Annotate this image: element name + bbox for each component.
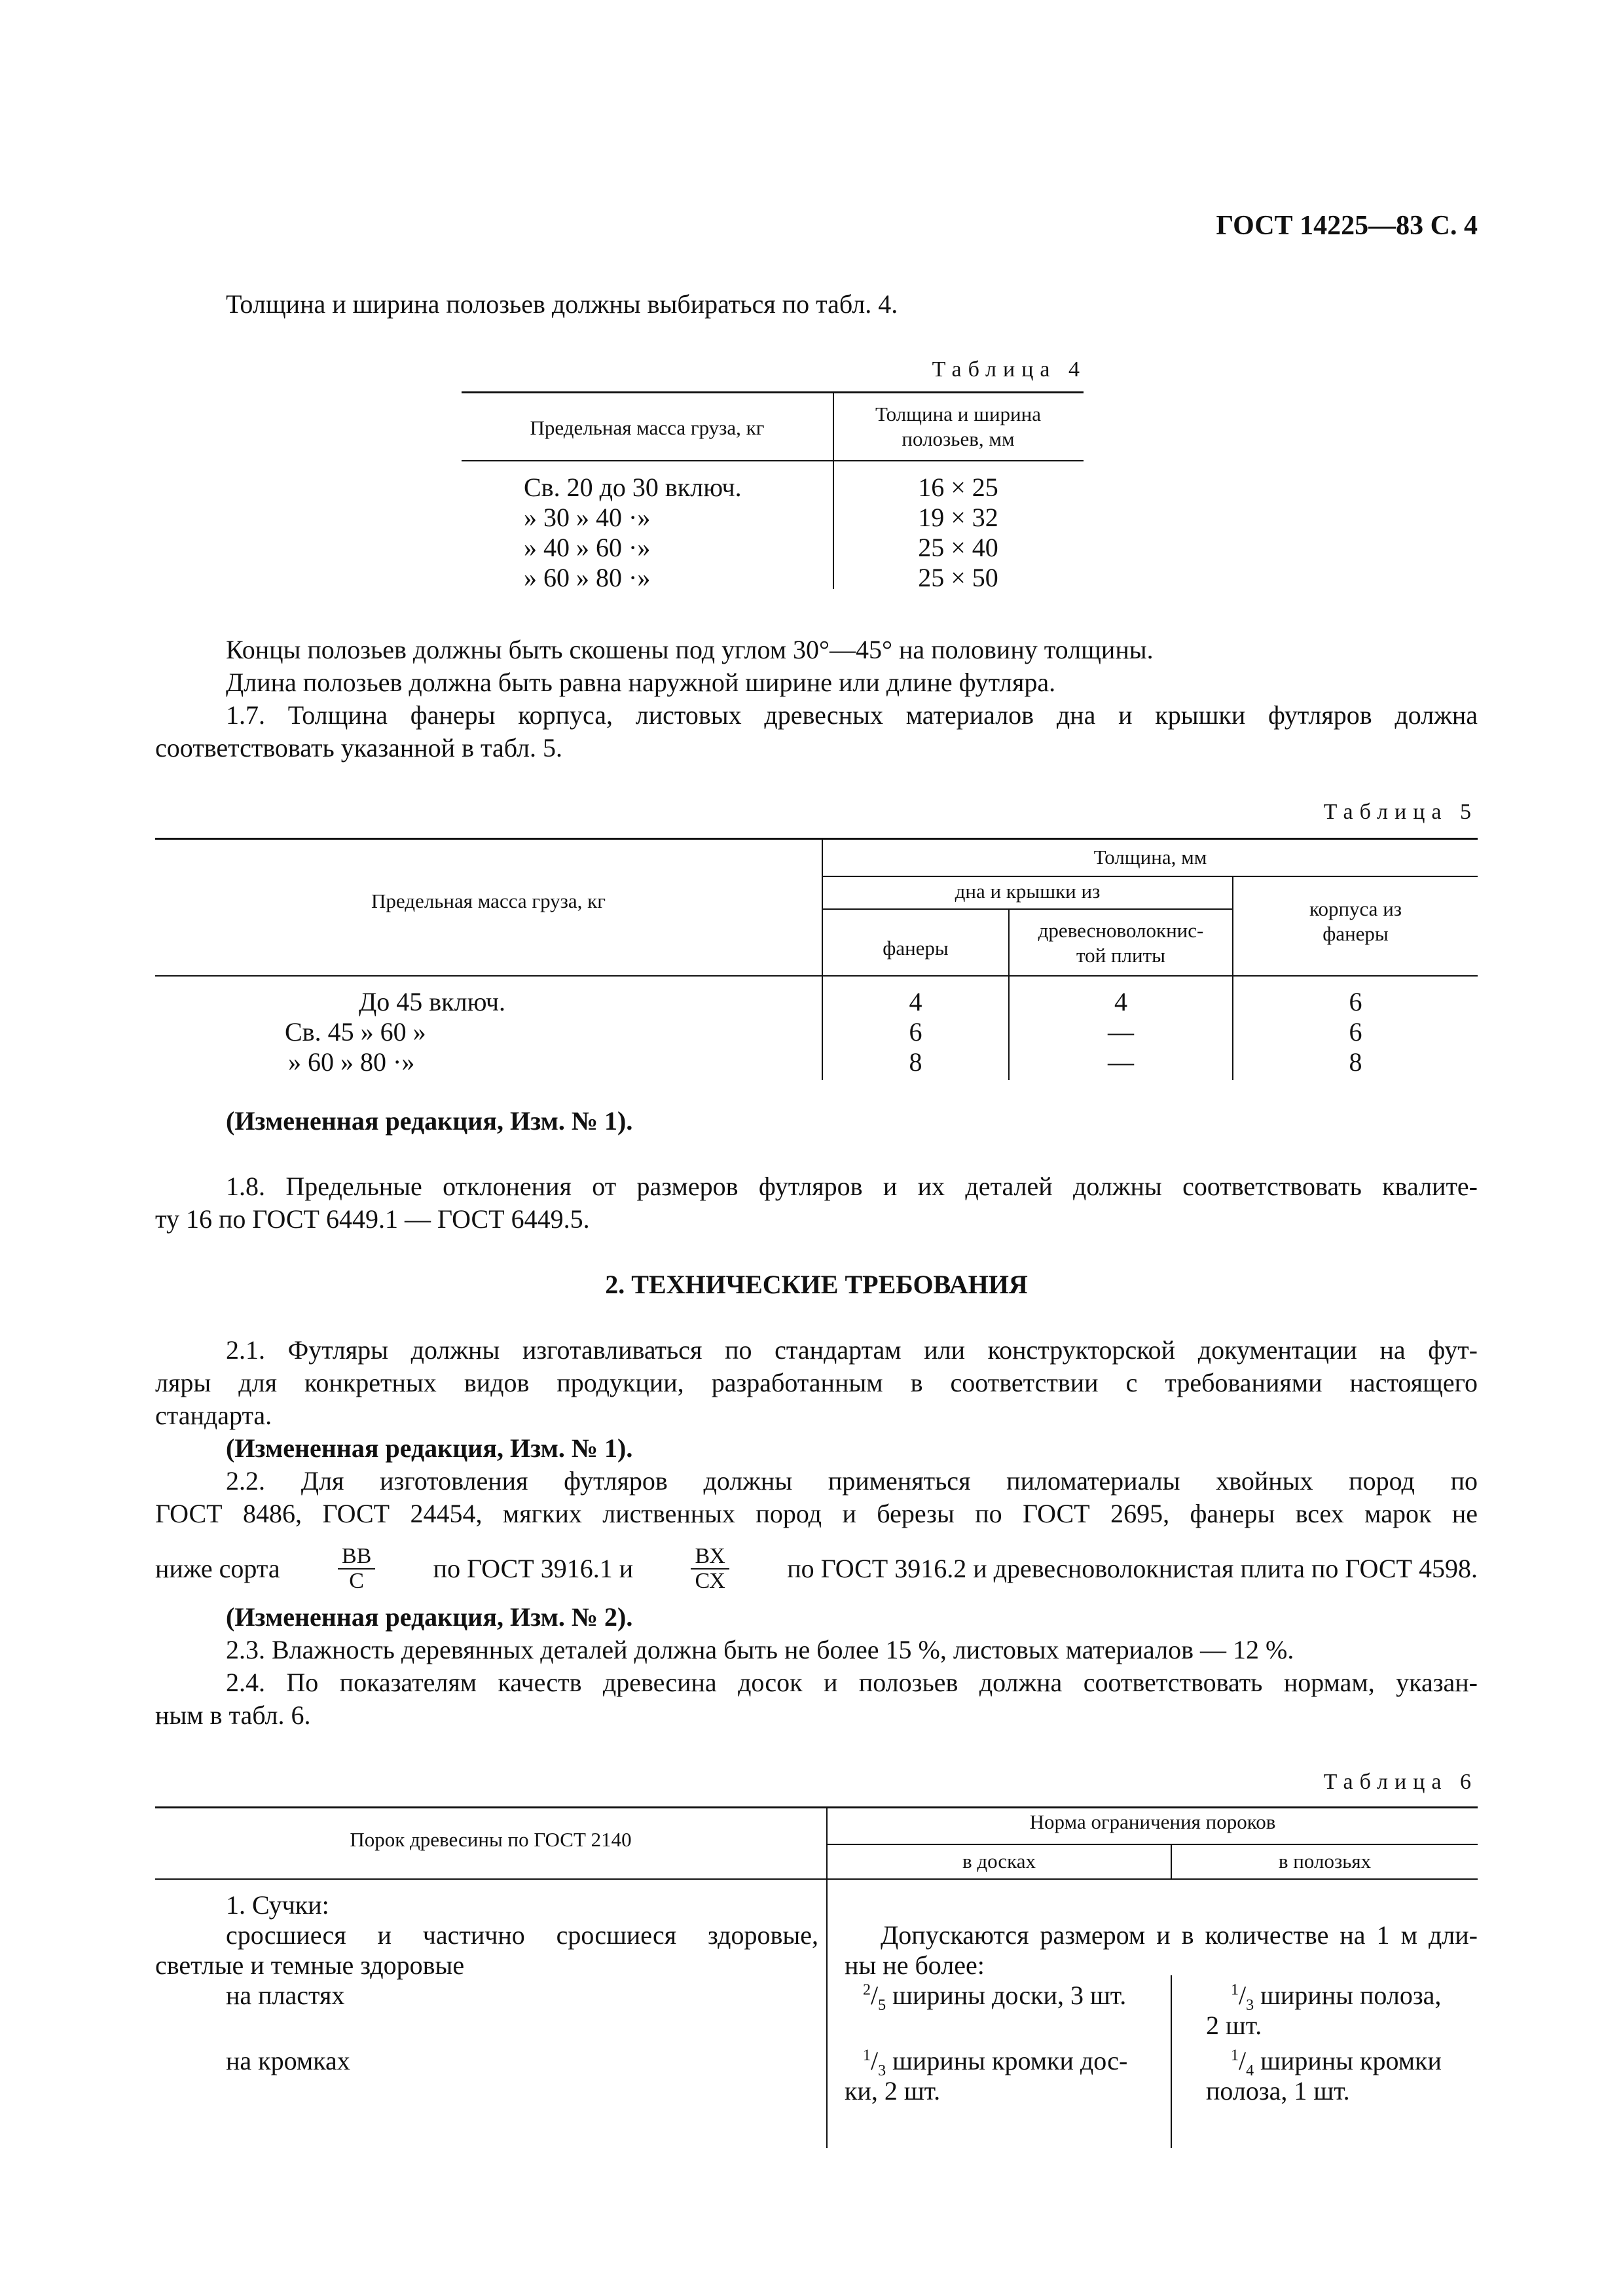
- table4-header-size-line2: полозьев, мм: [902, 427, 1015, 450]
- fraction-denominator: 5: [878, 1997, 886, 2014]
- table5-row-mass: До 45 включ.: [359, 987, 506, 1016]
- table6-faces-runners-text: ширины полоза,: [1260, 1981, 1442, 2010]
- fraction-denominator: 3: [1246, 1997, 1254, 2014]
- table6-faces-boards-text: ширины доски, 3 шт.: [892, 1981, 1127, 2010]
- table5-row-plywood: 6: [909, 1017, 922, 1047]
- table6-edges-boards-line2: ки, 2 шт.: [845, 2076, 941, 2106]
- paragraph-2-1-line1: 2.1. Футляры должны изготавливаться по стандартам или конструкторской документации на фут-: [226, 1335, 1478, 1365]
- table5-row-body: 6: [1349, 1017, 1362, 1047]
- paragraph-2-4-line2: ным в табл. 6.: [155, 1700, 311, 1730]
- amendment-note: (Измененная редакция, Изм. № 2).: [226, 1602, 633, 1632]
- table6-row-subtitle-line1: сросшиеся и частично сросшиеся здоровые,: [226, 1920, 818, 1950]
- fraction-denominator: С: [349, 1569, 364, 1593]
- table6-body-divider: [826, 1880, 828, 2148]
- table4-row-mass: Св. 20 до 30 включ.: [524, 473, 742, 502]
- table4-row-size: 16 × 25: [918, 473, 998, 502]
- table6-edges-runners-line2: полоза, 1 шт.: [1206, 2076, 1350, 2106]
- table4-row-mass: » 30 » 40 ·»: [524, 503, 651, 532]
- fraction-grade-bb-c: [338, 1545, 375, 1593]
- table5-header-mass: Предельная масса груза, кг: [371, 889, 606, 912]
- table6-row-subtitle-line2: светлые и темные здоровые: [155, 1950, 465, 1980]
- table6-norm-line2: ны не более:: [845, 1950, 985, 1980]
- paragraph-2-2-text-a: ниже сорта: [155, 1554, 280, 1583]
- table6-header-norm: Норма ограничения пороков: [1029, 1810, 1276, 1833]
- table6-divider-boards-body: [1171, 1975, 1172, 2148]
- table5-header-thickness: Толщина, мм: [1093, 846, 1207, 869]
- paragraph-2-3: 2.3. Влажность деревянных деталей должна быть не более 15 %, листовых материалов — 12 %.: [226, 1635, 1294, 1664]
- table6-edges-label: на кромках: [226, 2046, 350, 2075]
- fraction-denominator: 3: [878, 2062, 886, 2079]
- table6-norm-line1: Допускаются размером и в количестве на 1 м дли-: [881, 1920, 1478, 1950]
- table5-caption: Таблица 5: [1323, 800, 1478, 824]
- fraction-numerator: 1: [863, 2047, 871, 2064]
- table4-row-size: 19 × 32: [918, 503, 998, 532]
- table4-header-rule: [462, 460, 1084, 461]
- table6-edges-boards-text: ширины кромки дос-: [892, 2046, 1128, 2075]
- table5-header-fiberboard-line2: той плиты: [1076, 944, 1165, 967]
- table6-edges-runners-text: ширины кромки: [1260, 2046, 1442, 2075]
- paragraph-runner-length: Длина полозьев должна быть равна наружной ширине или длине футляра.: [226, 668, 1056, 697]
- table4-row-size: 25 × 40: [918, 533, 998, 562]
- table6-norm-rule: [828, 1844, 1478, 1845]
- table5-row-mass: Св. 45 » 60 »: [285, 1017, 426, 1047]
- paragraph-before-table4: Толщина и ширина полозьев должны выбираться по табл. 4.: [226, 289, 898, 319]
- table6-header-defect: Порок древесины по ГОСТ 2140: [350, 1828, 632, 1851]
- section-title: 2. ТЕХНИЧЕСКИЕ ТРЕБОВАНИЯ: [605, 1270, 1028, 1299]
- table6-faces-boards: $^2/_5$ ширины доски, 3 шт.: [863, 1981, 1127, 2014]
- paragraph-2-2-line2: ГОСТ 8486, ГОСТ 24454, мягких лиственных пород и березы по ГОСТ 2695, фанеры всех марок не: [155, 1499, 1478, 1528]
- table5-thickness-rule: [823, 876, 1478, 877]
- paragraph-2-2-text-b: по ГОСТ 3916.1 и: [433, 1554, 634, 1583]
- table6-row-title: 1. Сучки:: [226, 1890, 329, 1920]
- fraction-numerator: 1: [1231, 2047, 1239, 2064]
- table4-header-size-line1: Толщина и ширина: [875, 403, 1041, 425]
- paragraph-2-4-line1: 2.4. По показателям качеств древесина досок и полозьев должна соответствовать нормам, указан-: [226, 1668, 1478, 1697]
- table4-caption: Таблица 4: [932, 357, 1086, 382]
- paragraph-1-8-line1: 1.8. Предельные отклонения от размеров футляров и их деталей должны соответствовать квалите-: [226, 1172, 1478, 1201]
- fraction-numerator: ВВ: [338, 1545, 375, 1570]
- table4-row-size: 25 × 50: [918, 563, 998, 592]
- amendment-note: (Измененная редакция, Изм. № 1).: [226, 1433, 633, 1463]
- table6-faces-runners-line2: 2 шт.: [1206, 2011, 1262, 2040]
- paragraph-2-1-line2: ляры для конкретных видов продукции, разработанным в соответствии с требованиями настоящего: [155, 1368, 1478, 1397]
- paragraph-2-2-line3: [155, 1541, 1478, 1596]
- table5-bottom-lid-rule: [823, 908, 1232, 910]
- table5-row-fiberboard: —: [1108, 1047, 1134, 1077]
- table4-row-mass: » 60 » 80 ·»: [524, 563, 651, 592]
- table4-header-mass: Предельная масса груза, кг: [530, 416, 765, 439]
- table6-edges-boards: $^1/_3$ ширины кромки дос-: [863, 2046, 1128, 2079]
- fraction-numerator: 1: [1231, 1981, 1239, 1999]
- table6-caption: Таблица 6: [1323, 1770, 1478, 1794]
- paragraph-2-2-text-c: по ГОСТ 3916.2 и древесноволокнистая плита по ГОСТ 4598.: [787, 1554, 1478, 1583]
- table5-row-fiberboard: 4: [1114, 987, 1127, 1016]
- table4-row-mass: » 40 » 60 ·»: [524, 533, 651, 562]
- fraction-denominator: СХ: [695, 1569, 725, 1593]
- table5-row-body: 6: [1349, 987, 1362, 1016]
- table5-row-plywood: 4: [909, 987, 922, 1016]
- table4-top-rule: [462, 391, 1084, 393]
- table5-header-plywood: фанеры: [883, 937, 949, 960]
- table6-top-rule: [155, 1806, 1478, 1808]
- fraction-grade-bx-cx: [691, 1545, 729, 1593]
- table5-row-mass: » 60 » 80 ·»: [288, 1047, 415, 1077]
- table5-header-rule: [155, 975, 1478, 977]
- fraction-numerator: ВХ: [691, 1545, 729, 1570]
- amendment-note: (Измененная редакция, Изм. № 1).: [226, 1106, 633, 1136]
- table6-faces-label: на пластях: [226, 1981, 345, 2010]
- paragraph-2-1-line3: стандарта.: [155, 1401, 272, 1430]
- table6-faces-runners: $^1/_3$ ширины полоза,: [1231, 1981, 1442, 2014]
- page-header: ГОСТ 14225—83 С. 4: [1216, 211, 1478, 241]
- paragraph-1-8-line2: ту 16 по ГОСТ 6449.1 — ГОСТ 6449.5.: [155, 1204, 590, 1234]
- paragraph-1-7-line1: 1.7. Толщина фанеры корпуса, листовых древесных материалов дна и крышки футляров должна: [226, 700, 1478, 730]
- table5-header-fiberboard-line1: древесноволокнис-: [1038, 919, 1204, 942]
- paragraph-2-2-line1: 2.2. Для изготовления футляров должны применяться пиломатериалы хвойных пород по: [226, 1466, 1478, 1496]
- paragraph-1-7-line2: соответствовать указанной в табл. 5.: [155, 733, 563, 762]
- table5-row-body: 8: [1349, 1047, 1362, 1077]
- fraction-denominator: 4: [1246, 2062, 1254, 2079]
- table6-edges-runners: $^1/_4$ ширины кромки: [1231, 2046, 1442, 2079]
- table5-top-rule: [155, 838, 1478, 840]
- table5-row-fiberboard: —: [1108, 1017, 1134, 1047]
- table5-header-body-line2: фанеры: [1322, 922, 1389, 945]
- table6-header-runners: в полозьях: [1278, 1850, 1372, 1873]
- fraction-numerator: 2: [863, 1981, 871, 1999]
- paragraph-runner-ends: Концы полозьев должны быть скошены под углом 30°—45° на половину толщины.: [226, 635, 1154, 664]
- table5-header-bottom-lid: дна и крышки из: [955, 880, 1101, 903]
- table5-row-plywood: 8: [909, 1047, 922, 1077]
- table6-header-rule: [155, 1878, 1478, 1880]
- table5-header-body-line1: корпуса из: [1309, 897, 1402, 920]
- table6-header-boards: в досках: [962, 1850, 1036, 1873]
